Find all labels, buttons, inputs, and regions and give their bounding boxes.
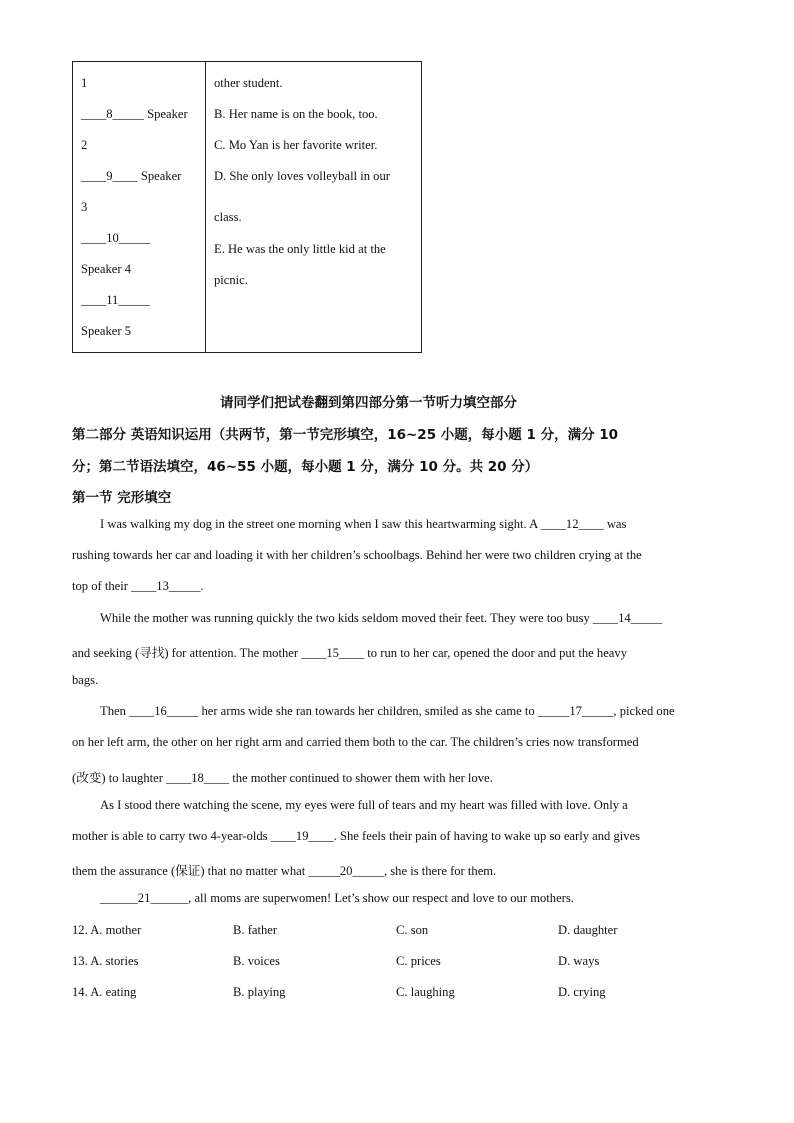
right-line: other student. <box>214 76 283 90</box>
option-b: B. voices <box>233 954 280 968</box>
left-line: ____11_____ <box>81 293 150 307</box>
instruction-heading: 请同学们把试卷翻到第四部分第一节听力填空部分 <box>220 395 517 411</box>
option-a: 12. A. mother <box>72 923 142 937</box>
right-line: E. He was the only little kid at the <box>214 242 386 256</box>
option-c: C. son <box>396 923 429 937</box>
section1-heading: 第一节 完形填空 <box>72 490 172 506</box>
left-line: 1 <box>81 76 88 90</box>
option-c: C. laughing <box>396 985 455 999</box>
option-a: 13. A. stories <box>72 954 139 968</box>
statement-column <box>206 62 422 353</box>
left-line: Speaker 5 <box>81 324 132 338</box>
passage-line: on her left arm, the other on her right arm and carried them both to the car. The children’s cries now transformed <box>72 735 639 749</box>
option-c: C. prices <box>396 954 441 968</box>
passage-line: (改变) to laughter ____18____ the mother continued to shower them with her love. <box>72 771 493 785</box>
speaker-column <box>73 62 206 353</box>
left-line: ____9____ Speaker <box>81 169 182 183</box>
passage-line: bags. <box>72 673 99 687</box>
right-line: D. She only loves volleyball in our <box>214 169 390 183</box>
part2-heading-line1: 第二部分 英语知识运用（共两节，第一节完形填空，16~25 小题，每小题 1 分，满分 10 <box>72 427 619 443</box>
left-line: Speaker 4 <box>81 262 132 276</box>
passage-line: and seeking (寻找) for attention. The mother ____15____ to run to her car, opened the door and put the heavy <box>72 646 627 660</box>
passage-line: While the mother was running quickly the two kids seldom moved their feet. They were too busy ____14_____ <box>100 611 663 625</box>
left-line: ____10_____ <box>81 231 151 245</box>
option-b: B. playing <box>233 985 286 999</box>
passage-line: I was walking my dog in the street one morning when I saw this heartwarming sight. A ____12____ was <box>100 517 627 531</box>
option-d: D. ways <box>558 954 600 968</box>
passage-line: rushing towards her car and loading it with her children’s schoolbags. Behind her were two children crying at the <box>72 548 642 562</box>
passage-line: mother is able to carry two 4-year-olds ____19____. She feels their pain of having to wake up so early and gives <box>72 829 641 843</box>
right-line: C. Mo Yan is her favorite writer. <box>214 138 378 152</box>
right-line: class. <box>214 210 242 224</box>
passage-line: Then ____16_____ her arms wide she ran towards her children, smiled as she came to _____17_____, picked one <box>100 704 675 718</box>
passage-line: ______21______, all moms are superwomen! Let’s show our respect and love to our mothers. <box>100 891 574 905</box>
option-b: B. father <box>233 923 278 937</box>
part2-heading-line2: 分；第二节语法填空，46~55 小题，每小题 1 分，满分 10 分。共 20 分） <box>72 459 539 475</box>
option-d: D. daughter <box>558 923 618 937</box>
left-line: 3 <box>81 200 88 214</box>
right-line: picnic. <box>214 273 248 287</box>
passage-line: As I stood there watching the scene, my eyes were full of tears and my heart was filled with love. Only a <box>100 798 628 812</box>
right-line: B. Her name is on the book, too. <box>214 107 378 121</box>
option-a: 14. A. eating <box>72 985 137 999</box>
passage-line: them the assurance (保证) that no matter what _____20_____, she is there for them. <box>72 864 497 878</box>
left-line: 2 <box>81 138 88 152</box>
matching-table <box>72 61 422 353</box>
left-line: ____8_____ Speaker <box>81 107 188 121</box>
passage-line: top of their ____13_____. <box>72 579 204 593</box>
option-d: D. crying <box>558 985 606 999</box>
